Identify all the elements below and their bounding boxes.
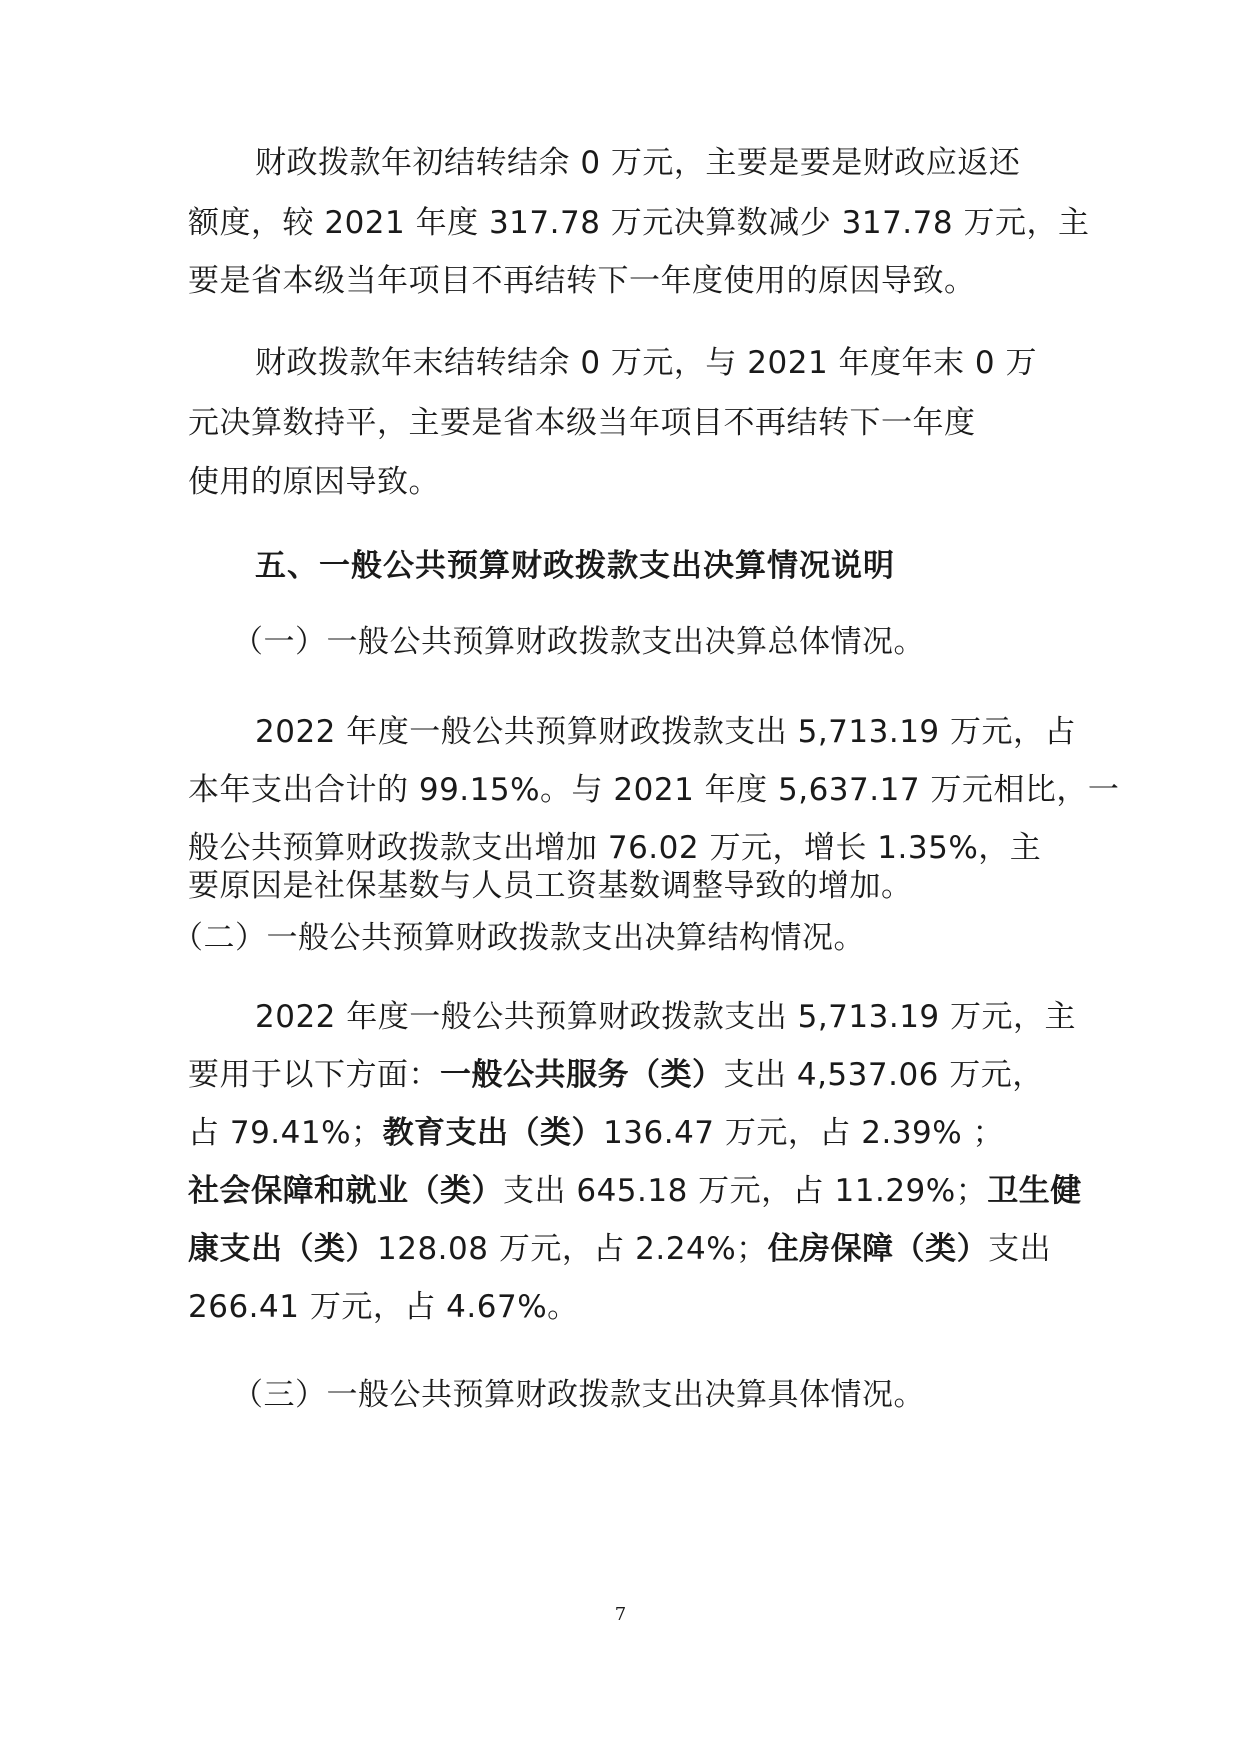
bold-category: 一般公共服务（类） bbox=[440, 1057, 724, 1093]
paragraph-line: 元决算数持平，主要是省本级当年项目不再结转下一年度 bbox=[188, 405, 976, 441]
paragraph-line bbox=[188, 1229, 1051, 1269]
paragraph-line: 2022 年度一般公共预算财政拨款支出 5,713.19 万元，占 bbox=[255, 714, 1076, 750]
text-run: 支出 bbox=[988, 1231, 1052, 1267]
subheading: （二）一般公共预算财政拨款支出决算结构情况。 bbox=[172, 920, 865, 956]
paragraph-line: 财政拨款年末结转结余 0 万元，与 2021 年度年末 0 万 bbox=[255, 345, 1037, 381]
text-run: 支出 4,537.06 万元， bbox=[723, 1057, 1044, 1093]
paragraph-line: 2022 年度一般公共预算财政拨款支出 5,713.19 万元，主 bbox=[255, 999, 1076, 1035]
paragraph-line bbox=[188, 1171, 1082, 1211]
bold-category: 教育支出（类） bbox=[382, 1115, 604, 1151]
paragraph-line: 般公共预算财政拨款支出增加 76.02 万元，增长 1.35%，主 bbox=[188, 830, 1042, 866]
text-run: 128.08 万元，占 2.24%； bbox=[377, 1231, 768, 1267]
bold-category: 社会保障和就业（类） bbox=[188, 1173, 503, 1209]
paragraph-line: 使用的原因导致。 bbox=[188, 464, 440, 500]
paragraph-line: 本年支出合计的 99.15%。与 2021 年度 5,637.17 万元相比，一 bbox=[188, 772, 1120, 808]
page-number: 7 bbox=[614, 1604, 627, 1625]
paragraph-line: 财政拨款年初结转结余 0 万元，主要是要是财政应返还 bbox=[255, 145, 1021, 181]
bold-category: 卫生健 bbox=[987, 1173, 1082, 1209]
paragraph-line: 要是省本级当年项目不再结转下一年度使用的原因导致。 bbox=[188, 263, 976, 299]
text-run: 136.47 万元，占 2.39% ； bbox=[603, 1115, 1005, 1151]
paragraph-line: 要原因是社保基数与人员工资基数调整导致的增加。 bbox=[188, 868, 913, 904]
text-run: 占 79.41%； bbox=[188, 1115, 383, 1151]
bold-category: 康支出（类） bbox=[188, 1231, 377, 1267]
subheading: （三）一般公共预算财政拨款支出决算具体情况。 bbox=[232, 1377, 925, 1413]
paragraph-line bbox=[188, 1113, 1004, 1153]
text-run: 支出 645.18 万元，占 11.29%； bbox=[503, 1173, 988, 1209]
bold-category: 住房保障（类） bbox=[767, 1231, 989, 1267]
text-run: 要用于以下方面： bbox=[188, 1057, 440, 1093]
paragraph-line: 266.41 万元，占 4.67%。 bbox=[188, 1289, 579, 1325]
paragraph-line: 额度，较 2021 年度 317.78 万元决算数减少 317.78 万元，主 bbox=[188, 205, 1090, 241]
subheading: （一）一般公共预算财政拨款支出决算总体情况。 bbox=[232, 624, 925, 660]
section-heading: 五、一般公共预算财政拨款支出决算情况说明 bbox=[255, 548, 895, 584]
paragraph-line bbox=[188, 1055, 1044, 1095]
